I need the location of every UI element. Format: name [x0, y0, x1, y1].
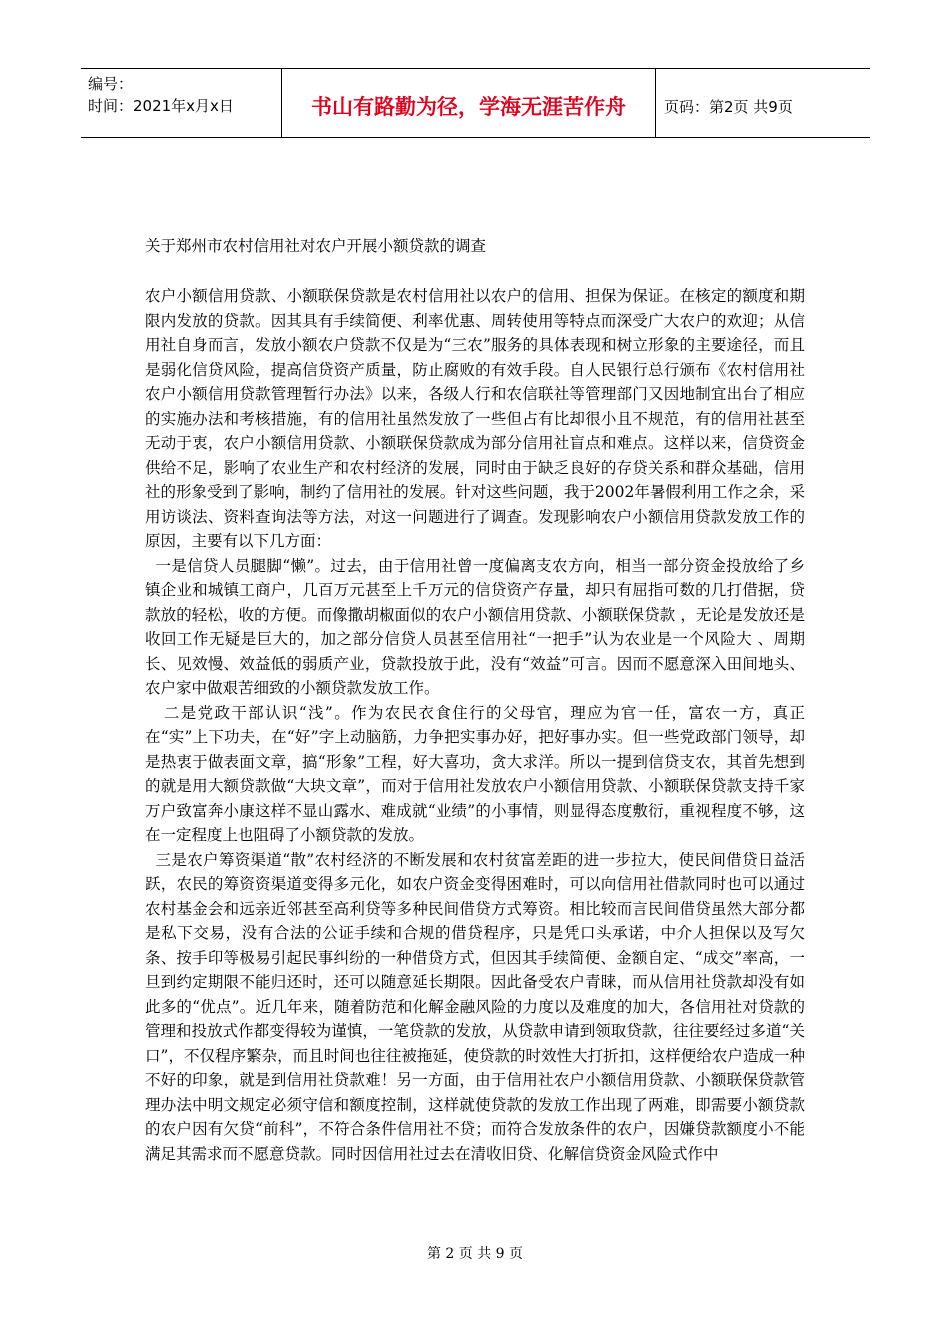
paragraph-reason-1: 一是信贷人员腿脚“懒”。过去，由于信用社曾一度偏离支农方向，相当一部分资金投放给了乡镇企业和城镇工商户，几百万元甚至上千万元的信贷资产存量，却只有屈指可数的几打借据，贷款放的轻松，收的方便。而像撒胡椒面似的农户小额信用贷款、小额联保贷款 ，无论是发放还是收回工作无疑是巨大的，加之部分信贷人员甚至信用社“一把手”认为农业是一个风险大 、周期长、见效慢、效益低的弱质产业，贷款投放于此，没有“效益”可言。因而不愿意深入田间地头、农户家中做艰苦细致的小额贷款发放工作。: [145, 556, 805, 697]
motto: 书山有路勤为径，学海无涯苦作舟: [282, 69, 656, 137]
header-table: [81, 68, 870, 138]
document-title: 关于郑州市农村信用社对农户开展小额贷款的调查: [145, 237, 487, 255]
document-body: [145, 284, 805, 1166]
time-label: 时间：2021年x月x日: [88, 97, 234, 115]
paragraph-reason-2: 二是党政干部认识“浅”。作为农民衣食住行的父母官，理应为官一任，富农一方，真正在“实”上下功夫，在“好”字上动脑筋，力争把实事办好，把好事办实。但一些党政部门领导，却是热衷于做表面文章，搞“形象”工程，好大喜功，贪大求洋。所以一提到信贷支农，其首先想到的就是用大额贷款做“大块文章”，而对于信用社发放农户小额信用贷款、小额联保贷款支持千家万户致富奔小康这样不显山露水、难成就“业绩”的小事情，则显得态度敷衍，重视程度不够，这在一定程度上也阻碍了小额贷款的发放。: [145, 703, 805, 844]
paragraph-reason-3: 三是农户筹资渠道“散”农村经济的不断发展和农村贫富差距的进一步拉大，使民间借贷日益活跃，农民的筹资资渠道变得多元化，如农户资金变得困难时，可以向信用社借款同时也可以通过农村基金会和远亲近邻甚至高利贷等多种民间借贷方式筹资。相比较而言民间借贷虽然大部分都是私下交易，没有合法的公证手续和合规的借贷程序，只是凭口头承诺，中介人担保以及写欠条、按手印等极易引起民事纠纷的一种借贷方式，但因其手续简便、金额自定、“成交”率高，一旦到约定期限不能归还时，还可以随意延长期限。因此备受农户青睐，而从信用社贷款却没有如此多的“优点”。近几年来，随着防范和化解金融风险的力度以及难度的加大，各信用社对贷款的管理和投放式作都变得较为谨慎，一笔贷款的发放，从贷款申请到领取贷款，往往要经过多道“关口”，不仅程序繁杂，而且时间也往往被拖延，使贷款的时效性大打折扣，这样便给农户造成一种不好的印象，就是到信用社贷款难！另一方面，由于信用社农户小额信用贷款、小额联保贷款管理办法中明文规定必须守信和额度控制，这样就使贷款的发放工作出现了两难，即需要小额贷款的农户因有欠贷“前科”，不符合条件信用社不贷；而符合发放条件的农户，因嫌贷款额度小不能满足其需求而不愿意贷款。同时因信用社过去在清收旧贷、化解信贷资金风险式作中: [145, 850, 805, 1163]
page-footer: 第 2 页 共 9 页: [426, 1246, 524, 1262]
paragraph-intro: 农户小额信用贷款、小额联保贷款是农村信用社以农户的信用、担保为保证。在核定的额度和期限内发放的贷款。因其具有手续简便、利率优惠、周转使用等特点而深受广大农户的欢迎；从信用社自身而言，发放小额农户贷款不仅是为“三农”服务的具体表现和树立形象的主要途径，而且是弱化信贷风险，提高信贷资产质量，防止腐败的有效手段。自人民银行总行颁布《农村信用社农户小额信用贷款管理暂行办法》以来，各级人行和农信联社等管理部门又因地制宜出台了相应的实施办法和考核措施，有的信用社虽然发放了一些但占有比却很小且不规范，有的信用社甚至无动于衷，农户小额信用贷款、小额联保贷款成为部分信用社盲点和难点。这样以来，信贷资金供给不足，影响了农业生产和农村经济的发展，同时由于缺乏良好的存贷关系和群众基础，信用社的形象受到了影响，制约了信用社的发展。针对这些问题，我于2002年暑假利用工作之余，采用访谈法、资料查询法等方法，对这一问题进行了调查。发现影响农户小额信用贷款发放工作的原因，主要有以下几方面：: [145, 287, 805, 550]
header-left-cell: [81, 69, 282, 137]
number-label: 编号：: [88, 75, 134, 93]
page-info: 页码：第2页 共9页: [664, 97, 793, 116]
